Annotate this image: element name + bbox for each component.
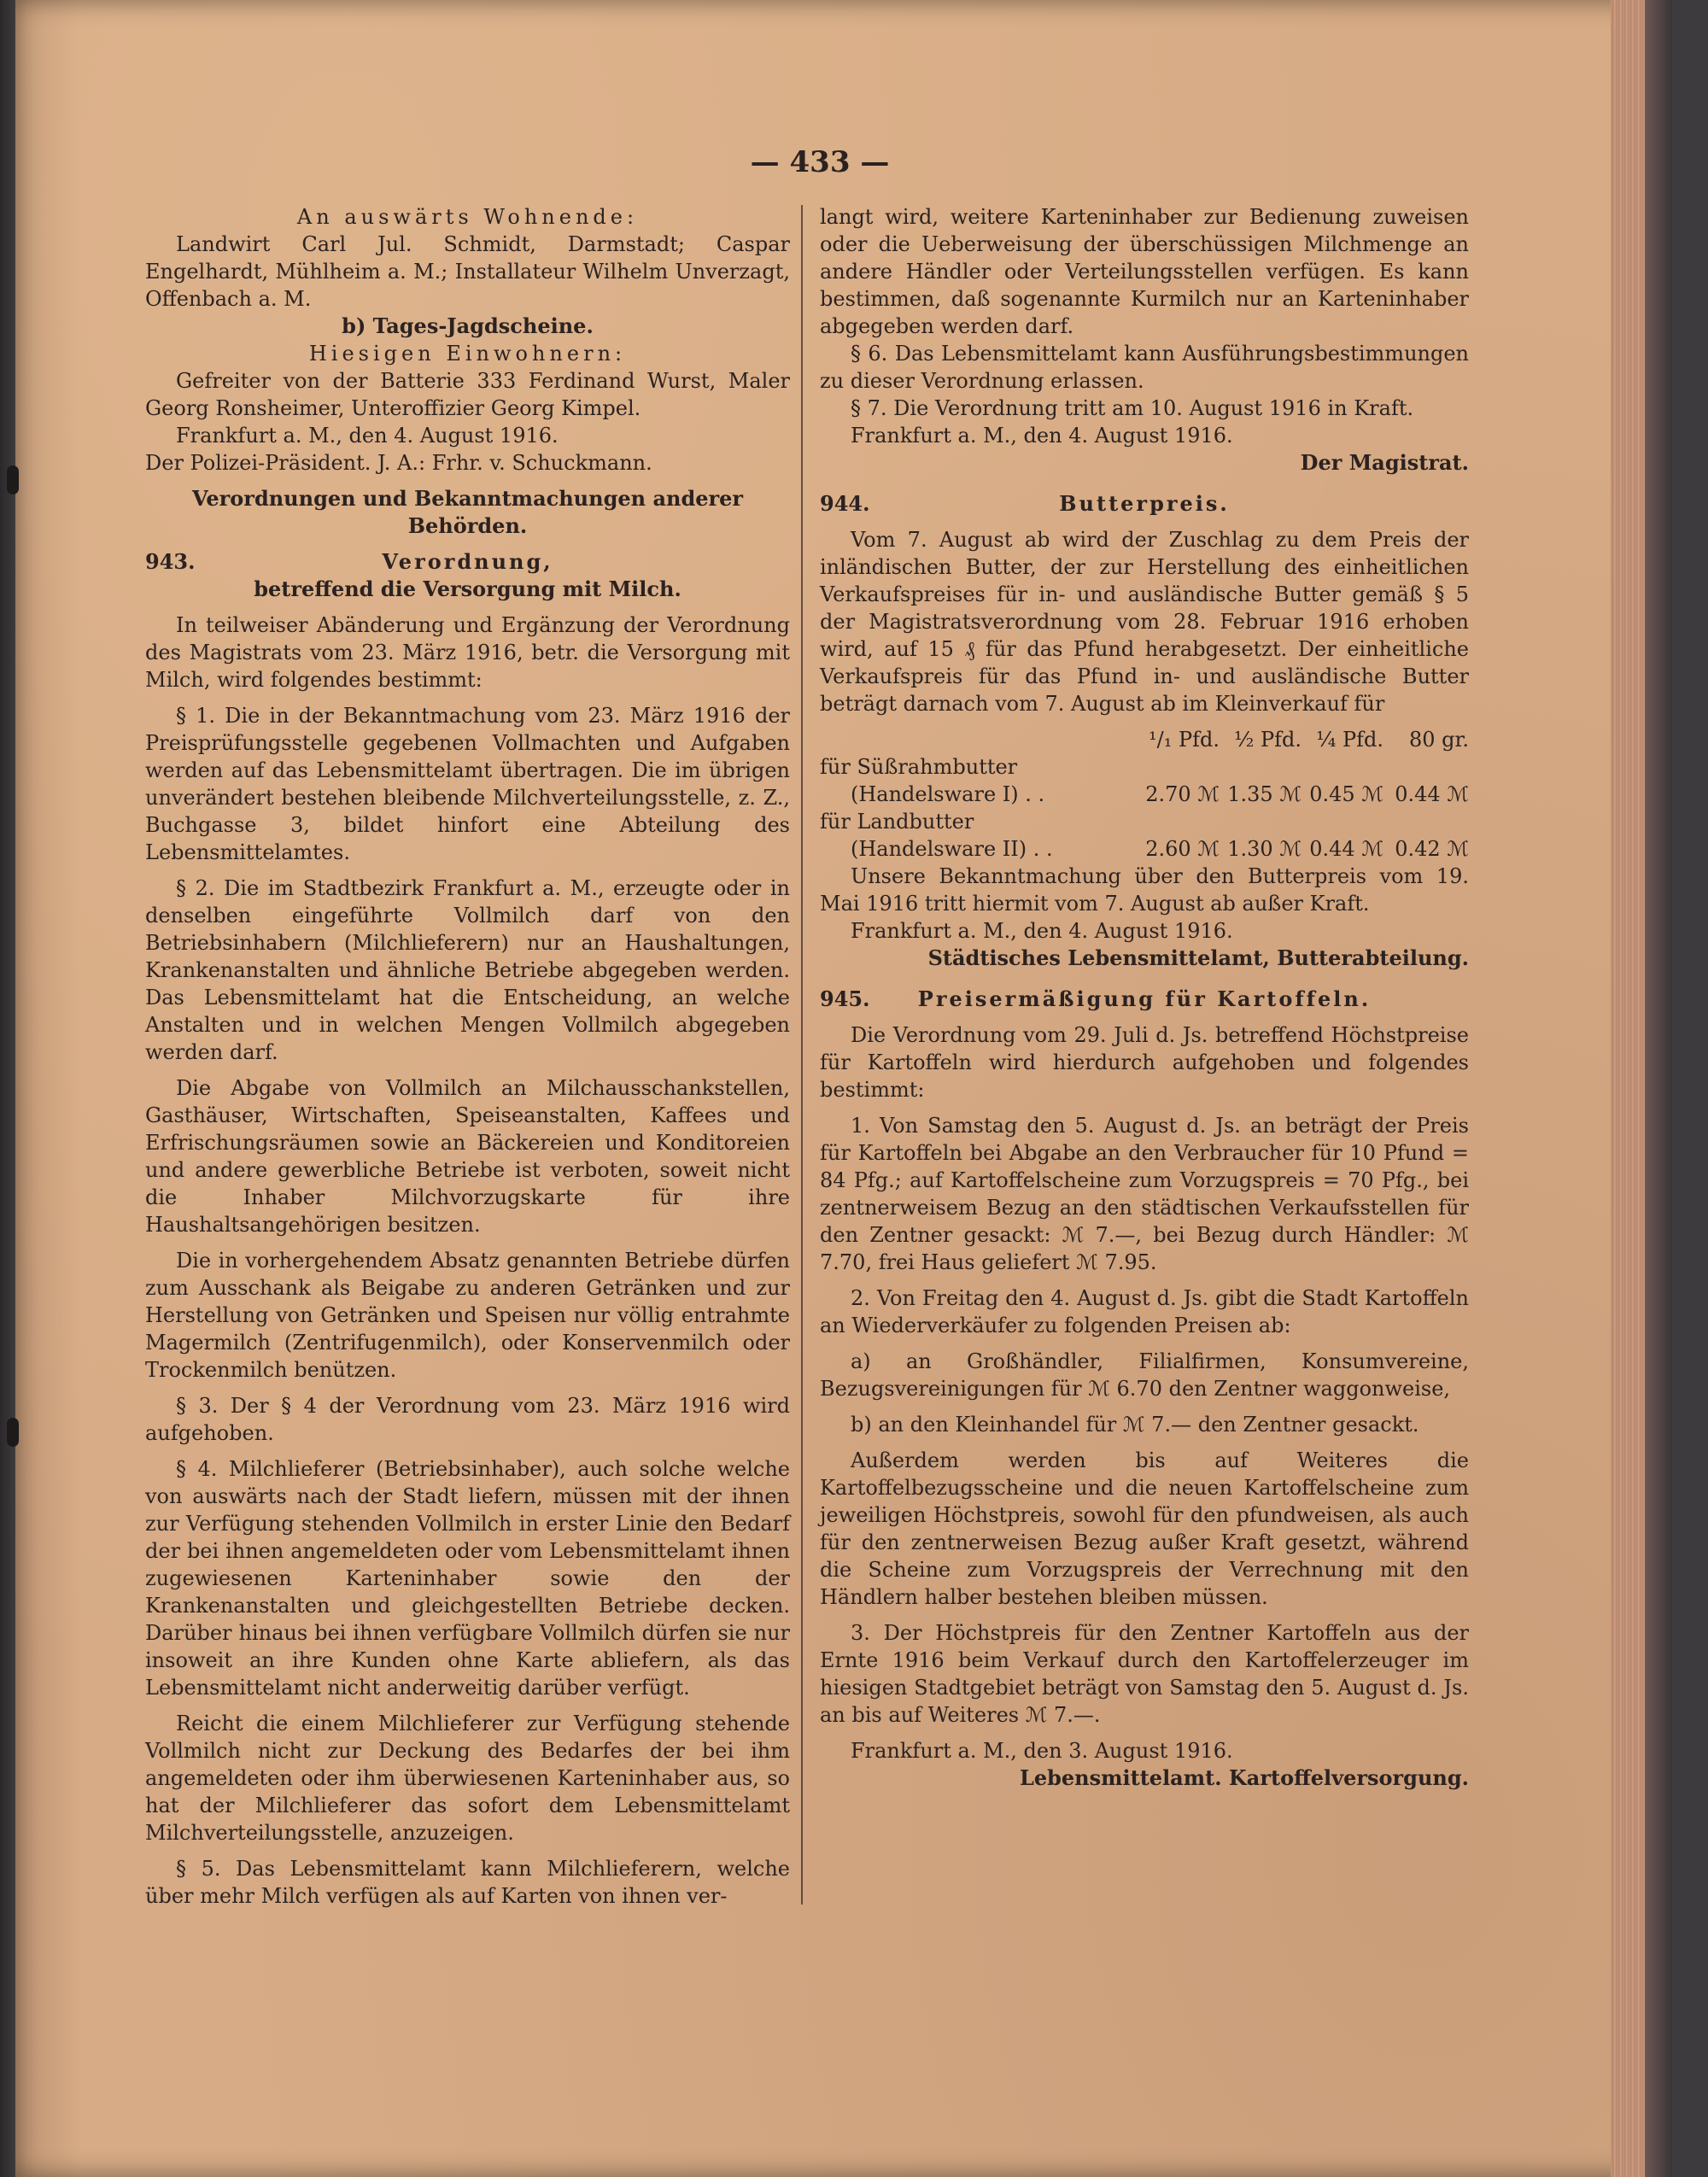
book-cover-edge bbox=[1645, 0, 1672, 2177]
hiesigen-heading: Hiesigen Einwohnern: bbox=[308, 342, 627, 366]
paragraph: Außerdem werden bis auf Weiteres die Kartoffelbezugsscheine und die neuen Kartoffelscheine zum jeweiligen Höchstpreis, sowohl für den pfundweisen, als auch für den zentnerweisen Bezug außer Kraft gesetzt, während die Scheine zum Vorzugspreis der Verrechnung mit den Händlern halber bestehen bleiben müssen. bbox=[820, 1448, 1469, 1609]
right-column bbox=[820, 203, 1469, 1792]
paragraph: § 5. Das Lebensmittelamt kann Milchlieferern, welche über mehr Milch verfügen als auf Karten von ihnen ver- bbox=[145, 1857, 790, 1908]
paragraph: Die in vorhergehendem Absatz genannten Betriebe dürfen zum Ausschank als Beigabe zu anderen Getränken und zur Herstellung von Getränken und Speisen nur völlig entrahmte Magermilch (Zentrifugenmilch), oder Konservenmilch oder Trockenmilch benützen. bbox=[145, 1249, 790, 1382]
paragraph: § 1. Die in der Bekanntmachung vom 23. März 1916 der Preisprüfungsstelle gegebenen Vollmachten und Aufgaben werden auf das Lebensmittelamt übertragen. Die im übrigen unverändert bestehen bleibende Milchverteilungsstelle, z. Z., Buchgasse 3, bildet hinfort eine Abteilung des Lebensmittelamtes. bbox=[145, 704, 790, 864]
paragraph: a) an Großhändler, Filialfirmen, Konsumvereine, Bezugsvereinigungen für ℳ 6.70 den Zentner waggonweise, bbox=[820, 1349, 1469, 1401]
date-line: Frankfurt a. M., den 3. August 1916. bbox=[851, 1739, 1233, 1763]
date-line: Frankfurt a. M., den 4. August 1916. bbox=[851, 919, 1233, 943]
binding-stitch bbox=[7, 1418, 19, 1447]
section-title: Butterpreis. bbox=[1059, 491, 1230, 516]
signature-line: Der Polizei-Präsident. J. A.: Frhr. v. Schuckmann. bbox=[145, 451, 652, 475]
page-number: — 433 — bbox=[750, 145, 890, 179]
paragraph: Vom 7. August ab wird der Zuschlag zu dem Preis der inländischen Butter, der zur Herstellung des einheitlichen Verkaufspreises für in- und ausländische Butter gemäß § 5 der Magistratsverordnung vom 28. Februar 1916 erhoben wird, auf 15 ₰ für das Pfund herabgesetzt. Der einheitliche Verkaufspreis für das Pfund in- und ausländische Butter beträgt darnach vom 7. August ab im Kleinverkauf für bbox=[820, 528, 1469, 716]
paragraph: 3. Der Höchstpreis für den Zentner Kartoffeln aus der Ernte 1916 beim Verkauf durch den Kartoffelerzeuger im hiesigen Stadtgebiet beträgt von Samstag den 5. August d. Js. an bis auf Weiteres ℳ 7.—. bbox=[820, 1621, 1469, 1727]
paragraph: langt wird, weitere Karteninhaber zur Bedienung zuweisen oder die Ueberweisung der überschüssigen Milchmenge an andere Händler oder Verteilungsstellen verfügen. Es kann bestimmen, daß sogenannte Kurmilch nur an Karteninhaber abgegeben werden darf. bbox=[820, 205, 1469, 338]
price-header-cell: ¹/₁ Pfd. bbox=[1149, 728, 1220, 752]
section-subtitle: betreffend die Versorgung mit Milch. bbox=[254, 576, 681, 601]
signature-line: Der Magistrat. bbox=[1300, 450, 1469, 475]
price-label bbox=[820, 726, 1138, 753]
price-category-label: für Süßrahmbutter bbox=[820, 755, 1018, 779]
price-header-cell: ¼ Pfd. bbox=[1316, 728, 1383, 752]
section-number: 945. bbox=[820, 986, 870, 1011]
price-cell: 0.44 ℳ bbox=[1395, 782, 1469, 806]
date-line: Frankfurt a. M., den 4. August 1916. bbox=[851, 424, 1233, 448]
paragraph: b) an den Kleinhandel für ℳ 7.— den Zentner gesackt. bbox=[851, 1413, 1419, 1437]
auswaerts-list: Landwirt Carl Jul. Schmidt, Darmstadt; Caspar Engelhardt, Mühlheim a. M.; Installateur Wilhelm Unverzagt, Offenbach a. M. bbox=[145, 232, 790, 311]
price-cell: 1.30 ℳ bbox=[1227, 837, 1301, 861]
paragraph: Reicht die einem Milchlieferer zur Verfügung stehende Vollmilch nicht zur Deckung des Bedarfes der bei ihm angemeldeten oder ihm überwiesenen Karteninhaber aus, so hat der Milchlieferer das sofort dem Lebensmittelamt Milchverteilungsstelle, anzuzeigen. bbox=[145, 1712, 790, 1845]
section-943-heading bbox=[145, 548, 790, 576]
tages-jagdscheine-heading: b) Tages-Jagdscheine. bbox=[342, 313, 594, 338]
paragraph: 2. Von Freitag den 4. August d. Js. gibt die Stadt Kartoffeln an Wiederverkäufer zu folgenden Preisen ab: bbox=[820, 1286, 1469, 1337]
price-sub-label: (Handelsware I) . . bbox=[851, 782, 1045, 806]
section-944-heading bbox=[820, 490, 1469, 518]
price-header-cell: 80 gr. bbox=[1409, 728, 1469, 752]
section-number: 943. bbox=[145, 549, 196, 574]
price-cell: 0.44 ℳ bbox=[1309, 837, 1383, 861]
auswaerts-heading: An auswärts Wohnende: bbox=[296, 205, 639, 229]
section-heading: Verordnungen und Bekanntmachungen anderer Behörden. bbox=[191, 486, 744, 538]
price-cell: 0.45 ℳ bbox=[1309, 782, 1383, 806]
paragraph: § 4. Milchlieferer (Betriebsinhaber), auch solche welche von auswärts nach der Stadt liefern, müssen mit der ihnen zur Verfügung stehenden Vollmilch in erster Linie den Bedarf der bei ihnen angemeldeten oder vom Lebensmittelamt ihnen zugewiesenen Karteninhaber sowie den der Krankenanstalten und gleichgestellten Betriebe decken. Darüber hinaus bei ihnen verfügbare Vollmilch dürfen sie nur insoweit an ihre Kunden ohne Karte abliefern, als das Lebensmittelamt nicht anderweitig darüber verfügt. bbox=[145, 1457, 790, 1700]
price-cell: 1.35 ℳ bbox=[1227, 782, 1301, 806]
paragraph: Unsere Bekanntmachung über den Butterpreis vom 19. Mai 1916 tritt hiermit vom 7. August ab außer Kraft. bbox=[820, 864, 1469, 916]
paragraph: Die Verordnung vom 29. Juli d. Js. betreffend Höchstpreise für Kartoffeln wird hierdurch aufgehoben und folgendes bestimmt: bbox=[820, 1023, 1469, 1102]
price-sub-label: (Handelsware II) . . bbox=[851, 837, 1053, 861]
price-category-label: für Landbutter bbox=[820, 810, 974, 834]
date-line: Frankfurt a. M., den 4. August 1916. bbox=[176, 424, 559, 448]
price-header-row bbox=[820, 726, 1469, 753]
section-title: Preisermäßigung für Kartoffeln. bbox=[917, 986, 1372, 1011]
paragraph: § 7. Die Verordnung tritt am 10. August 1916 in Kraft. bbox=[851, 396, 1414, 420]
column-divider bbox=[801, 205, 803, 1905]
binding-stitch bbox=[7, 465, 19, 495]
paragraph: § 2. Die im Stadtbezirk Frankfurt a. M., erzeugte oder in denselben eingeführte Vollmilch darf von den Betriebsinhabern (Milchlieferern) nur an Haushaltungen, Krankenanstalten und ähnliche Betriebe abgegeben werden. Das Lebensmittelamt hat die Entscheidung, an welche Anstalten und in welchen Mengen Vollmilch abgegeben werden darf. bbox=[145, 876, 790, 1064]
price-row-suessrahmbutter bbox=[820, 781, 1469, 808]
price-cell: 2.70 ℳ bbox=[1145, 782, 1220, 806]
signature-line: Städtisches Lebensmittelamt, Butterabteilung. bbox=[927, 945, 1469, 970]
section-number: 944. bbox=[820, 491, 870, 516]
paragraph: 1. Von Samstag den 5. August d. Js. an beträgt der Preis für Kartoffeln bei Abgabe an den Verbraucher für 10 Pfund = 84 Pfg.; auf Kartoffelscheine zum Vorzugspreis = 70 Pfg., bei zentnerweisem Bezug an den städtischen Verkaufsstellen für den Zentner gesackt: ℳ 7.—, bei Bezug durch Händler: ℳ 7.70, frei Haus geliefert ℳ 7.95. bbox=[820, 1114, 1469, 1274]
price-cell: 0.42 ℳ bbox=[1395, 837, 1469, 861]
section-945-heading bbox=[820, 986, 1469, 1013]
price-header-cell: ½ Pfd. bbox=[1234, 728, 1301, 752]
paragraph: Die Abgabe von Vollmilch an Milchausschankstellen, Gasthäuser, Wirtschaften, Speiseanstalten, Kaffees und Erfrischungsräumen sowie an Bäckereien und Konditoreien und andere gewerbliche Betriebe ist verboten, soweit nicht die Inhaber Milchvorzugskarte für ihre Haushaltsangehörigen besitzen. bbox=[145, 1076, 790, 1237]
price-cell: 2.60 ℳ bbox=[1145, 837, 1220, 861]
hiesigen-list: Gefreiter von der Batterie 333 Ferdinand Wurst, Maler Georg Ronsheimer, Unteroffizier Georg Kimpel. bbox=[145, 369, 790, 420]
paragraph: In teilweiser Abänderung und Ergänzung der Verordnung des Magistrats vom 23. März 1916, betr. die Versorgung mit Milch, wird folgendes bestimmt: bbox=[145, 613, 790, 692]
paragraph: § 6. Das Lebensmittelamt kann Ausführungsbestimmungen zu dieser Verordnung erlassen. bbox=[820, 342, 1469, 393]
price-row-landbutter bbox=[820, 835, 1469, 863]
signature-line: Lebensmittelamt. Kartoffelversorgung. bbox=[1019, 1765, 1469, 1790]
paragraph: § 3. Der § 4 der Verordnung vom 23. März 1916 wird aufgehoben. bbox=[145, 1394, 790, 1445]
section-title: Verordnung, bbox=[382, 549, 553, 574]
left-column bbox=[145, 203, 790, 1910]
